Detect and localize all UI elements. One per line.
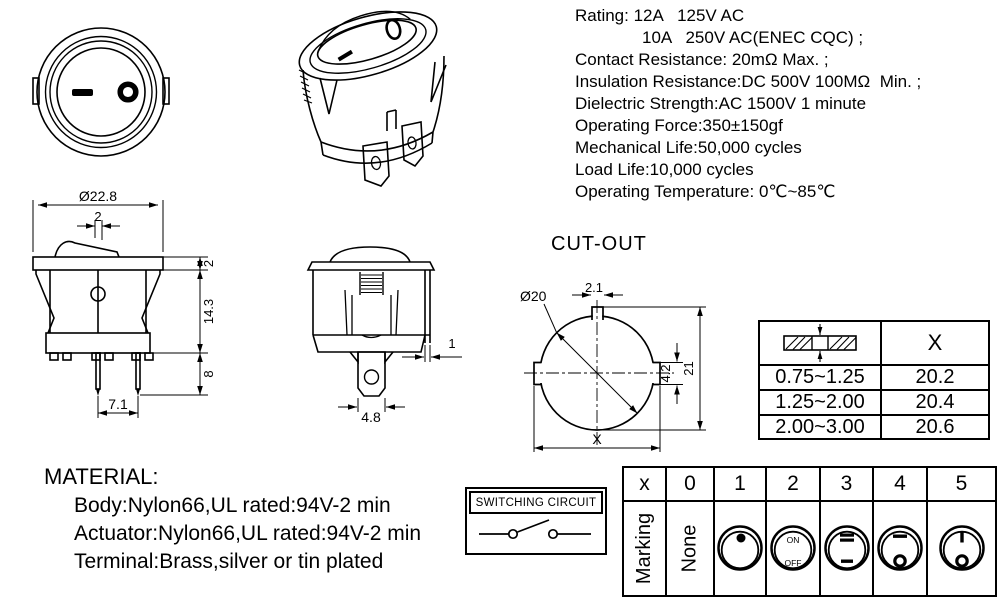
dim-body-height-label: 14.3 bbox=[201, 298, 216, 325]
cutout-notch-width-label: 2.1 bbox=[584, 280, 604, 295]
cutout-drawing bbox=[510, 278, 715, 458]
marking-header-5: 5 bbox=[926, 468, 995, 500]
panel-thickness-table bbox=[758, 320, 990, 440]
marking-cell-2 bbox=[765, 500, 819, 595]
marking-cell-5 bbox=[926, 500, 995, 595]
material-line: Actuator:Nylon66,UL rated:94V-2 min bbox=[74, 522, 422, 545]
rocker-face bbox=[57, 48, 145, 136]
rating-line: Load Life:10,000 cycles bbox=[575, 160, 754, 179]
off-mark-icon bbox=[385, 18, 403, 40]
marking-row-label-cell bbox=[624, 500, 665, 595]
spst-switch-symbol-icon bbox=[469, 514, 599, 549]
rating-line: Dielectric Strength:AC 1500V 1 minute bbox=[575, 94, 867, 113]
material-line: Terminal:Brass,silver or tin plated bbox=[74, 550, 384, 573]
marking-cell-1 bbox=[713, 500, 765, 595]
dimension-drawing-front bbox=[20, 190, 235, 430]
x-value: 20.4 bbox=[880, 389, 988, 414]
rating-line: Mechanical Life:50,000 cycles bbox=[575, 138, 802, 157]
marking-header-1: 1 bbox=[713, 468, 765, 500]
dimension-drawing-side bbox=[300, 240, 475, 425]
bar-o-marking-icon bbox=[875, 524, 925, 574]
cutout-width-label: X bbox=[592, 431, 602, 447]
switching-circuit-title: SWITCHING CIRCUIT bbox=[469, 491, 603, 514]
dot-marking-icon bbox=[715, 524, 765, 574]
rocker-dome bbox=[330, 247, 410, 262]
marking-cell-4 bbox=[872, 500, 926, 595]
pin-terminal-left bbox=[96, 353, 100, 389]
rocker-top bbox=[313, 11, 421, 73]
dim-wall-label: 1 bbox=[448, 336, 456, 351]
cutout-notch-height-label: 4.2 bbox=[658, 364, 673, 383]
switching-circuit-box bbox=[465, 487, 607, 555]
marking-row-label: Marking bbox=[633, 512, 656, 585]
material-line: Body:Nylon66,UL rated:94V-2 min bbox=[74, 494, 391, 517]
cutout-height-label: 21 bbox=[681, 361, 696, 376]
on-off-marking-icon bbox=[768, 524, 818, 574]
marking-header-4: 4 bbox=[872, 468, 926, 500]
x-column-header: X bbox=[880, 322, 988, 364]
dim-pin-pitch-label: 7.1 bbox=[108, 396, 128, 412]
flange bbox=[308, 262, 434, 270]
cutout-title: CUT-OUT bbox=[551, 233, 647, 255]
marking-none-label: None bbox=[678, 524, 701, 573]
terminal-left bbox=[363, 142, 389, 186]
x-value: 20.2 bbox=[880, 364, 988, 389]
flange bbox=[33, 257, 163, 270]
double-bar-marking-icon bbox=[822, 524, 872, 574]
dim-actuator-width-label: 2 bbox=[94, 209, 102, 224]
rating-line: 10A 250V AC(ENEC CQC) ; bbox=[642, 28, 864, 47]
i-o-marking-icon bbox=[937, 524, 987, 574]
marking-table bbox=[622, 466, 997, 597]
on-mark-icon bbox=[338, 52, 354, 60]
clip-center bbox=[387, 110, 396, 131]
material-title: MATERIAL: bbox=[44, 464, 159, 489]
marking-header-0: 0 bbox=[665, 468, 713, 500]
dim-flange-label: 2 bbox=[201, 259, 216, 268]
on-bar-icon bbox=[72, 89, 93, 96]
marking-none-cell bbox=[665, 500, 713, 595]
rating-line: Insulation Resistance:DC 500V 100MΩ Min. ; bbox=[575, 72, 922, 91]
ratings-block bbox=[575, 5, 921, 203]
panel-range-value: 0.75~1.25 bbox=[760, 364, 880, 389]
off-label: OFF bbox=[784, 557, 802, 568]
panel-thickness-icon bbox=[772, 323, 868, 363]
rating-line: Operating Temperature: 0℃~85℃ bbox=[575, 182, 836, 201]
panel-range-value: 1.25~2.00 bbox=[760, 389, 880, 414]
perspective-view-drawing bbox=[283, 4, 475, 199]
rating-line: Contact Resistance: 20mΩ Max. ; bbox=[575, 50, 829, 69]
dim-diameter-label: Ø22.8 bbox=[78, 190, 118, 204]
rocker-profile bbox=[55, 242, 119, 257]
dim-pin-length-label: 8 bbox=[201, 370, 216, 378]
marking-cell-3 bbox=[819, 500, 872, 595]
off-ring-icon bbox=[120, 84, 136, 100]
pin-terminal-right bbox=[136, 353, 140, 389]
on-label: ON bbox=[786, 534, 800, 545]
panel-thickness-symbol-cell bbox=[760, 322, 880, 364]
panel-range-value: 2.00~3.00 bbox=[760, 414, 880, 438]
front-view-drawing bbox=[25, 16, 177, 168]
marking-header-3: 3 bbox=[819, 468, 872, 500]
x-value: 20.6 bbox=[880, 414, 988, 438]
dim-terminal-width-label: 4.8 bbox=[361, 409, 381, 425]
marking-header-2: 2 bbox=[765, 468, 819, 500]
clip-left bbox=[320, 78, 337, 114]
spade-terminal bbox=[358, 352, 385, 396]
marking-header-x: x bbox=[639, 472, 650, 495]
rating-line: Operating Force:350±150gf bbox=[575, 116, 783, 135]
rating-line: Rating: 12A 125V AC bbox=[575, 6, 745, 25]
material-block bbox=[44, 462, 421, 576]
cutout-diameter-label: Ø20 bbox=[520, 288, 547, 304]
